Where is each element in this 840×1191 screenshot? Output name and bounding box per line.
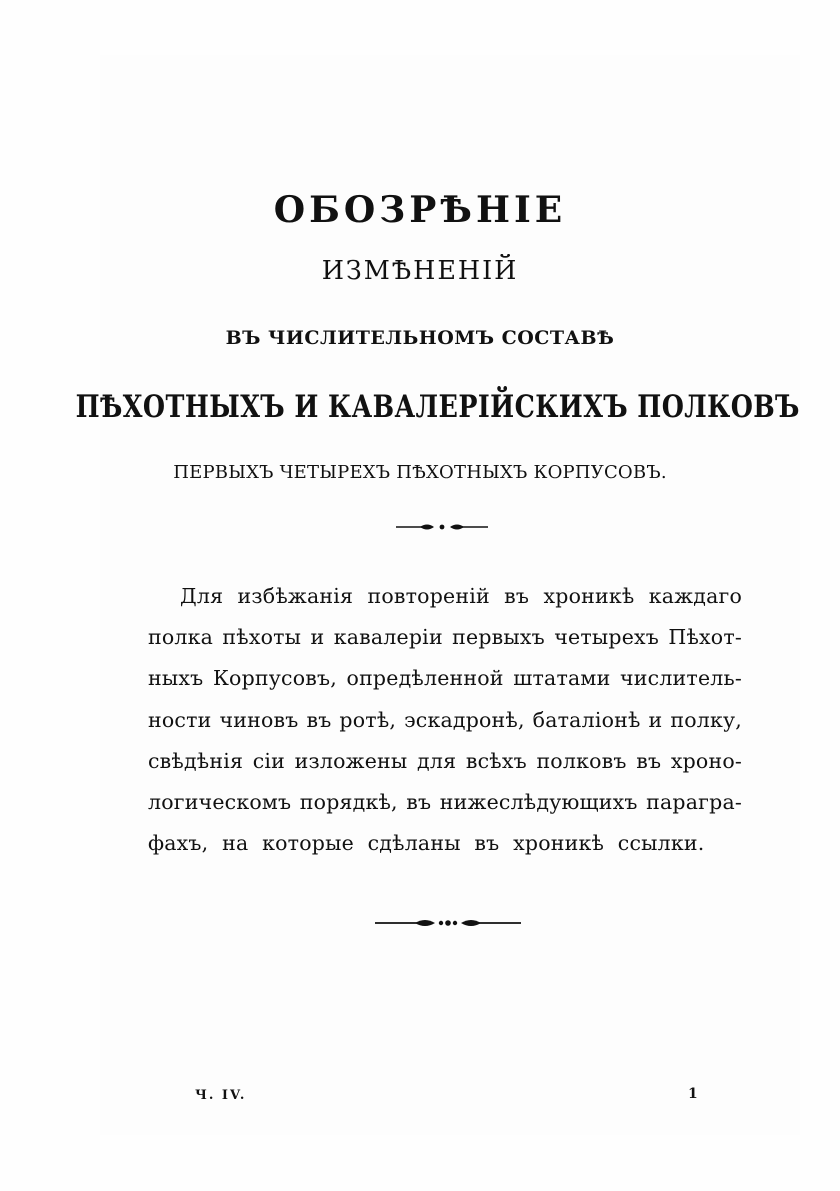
body-line: ныхъ Корпусовъ, опредѣленной штатами числитель- [148,666,742,691]
body-line: Для избѣжанія повтореній въ хроникѣ каждаго [180,584,742,608]
body-paragraph [148,576,742,864]
title-line-regiments: ПѢХОТНЫХЪ И КАВАЛЕРІЙСКИХЪ ПОЛКОВЪ [75,389,800,425]
body-line: фахъ, на которые сдѣланы въ хроникѣ ссылки. [148,831,705,856]
small-scroll-ornament [396,520,488,534]
signature-mark: Ч. IV. [195,1088,247,1103]
body-line: свѣдѣнія сіи изложены для всѣхъ полковъ въ хроно- [148,748,742,773]
body-line: логическомъ порядкѣ, въ нижеслѣдующихъ парагра- [148,789,742,814]
title-subtitle: ИЗМѢНЕНІЙ [321,256,519,286]
large-scroll-ornament [375,915,521,931]
body-line: полка пѣхоты и кавалеріи первыхъ четырехъ Пѣхот- [148,625,742,650]
title-line-corps: ПЕРВЫХЪ ЧЕТЫРЕХЪ ПѢХОТНЫХЪ КОРПУСОВЪ. [173,462,667,483]
body-line: ности чиновъ въ ротѣ, эскадронѣ, баталіонѣ и полку, [148,707,742,732]
page-number: 1 [688,1086,698,1102]
title-line-composition: ВЪ ЧИСЛИТЕЛЬНОМЪ СОСТАВѢ [225,327,615,349]
title-main: ОБОЗРѢНІЕ [273,189,567,231]
